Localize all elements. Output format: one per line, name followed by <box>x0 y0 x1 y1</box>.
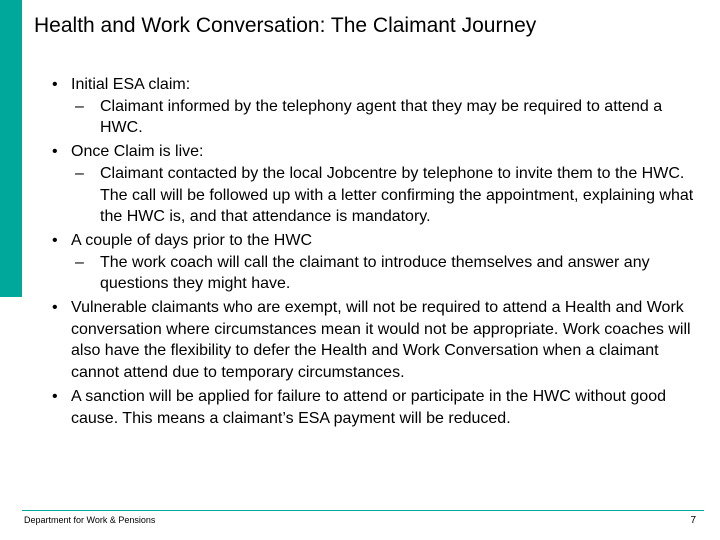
dash-marker: – <box>75 164 84 182</box>
sub-list <box>71 163 698 228</box>
sub-list <box>71 96 698 139</box>
bullet-item <box>50 230 698 295</box>
bullet-text: A couple of days prior to the HWC <box>71 231 312 249</box>
sub-item-text: The work coach will call the claimant to introduce themselves and answer any questions they might have. <box>100 253 650 293</box>
bullet-text: Once Claim is live: <box>71 143 204 161</box>
bullet-text: A sanction will be applied for failure to attend or participate in the HWC without good cause. This means a claimant’s ESA payment will be reduced. <box>71 387 666 427</box>
bullet-item <box>50 74 698 139</box>
sub-item <box>71 96 698 139</box>
sub-item-text: Claimant contacted by the local Jobcentre by telephone to invite them to the HWC. The call will be followed up with a letter confirming the appointment, explaining what the HWC is, and that attendance is mandatory. <box>100 164 694 226</box>
footer-divider <box>22 510 704 511</box>
slide-title: Health and Work Conversation: The Claimant Journey <box>34 14 537 37</box>
sub-item <box>71 163 698 228</box>
sub-item-text: Claimant informed by the telephony agent that they may be required to attend a HWC. <box>100 97 663 137</box>
sub-list <box>71 252 698 295</box>
bullet-item <box>50 297 698 384</box>
dash-marker: – <box>75 97 84 115</box>
bullet-text: Initial ESA claim: <box>71 76 191 93</box>
bullet-list <box>50 74 698 431</box>
bullet-item <box>50 386 698 429</box>
bullet-item <box>50 141 698 228</box>
page-number: 7 <box>690 515 696 526</box>
sub-item <box>71 252 698 295</box>
footer-organisation: Department for Work & Pensions <box>24 515 156 525</box>
bullet-text: Vulnerable claimants who are exempt, will not be required to attend a Health and Work conversation where circumstances mean it would not be appropriate. Work coaches will also have the flexibility to defer the Health and Work Conversation when a claimant cannot attend due to temporary circumstances. <box>71 299 691 382</box>
dash-marker: – <box>75 253 84 271</box>
accent-bar <box>0 0 22 297</box>
